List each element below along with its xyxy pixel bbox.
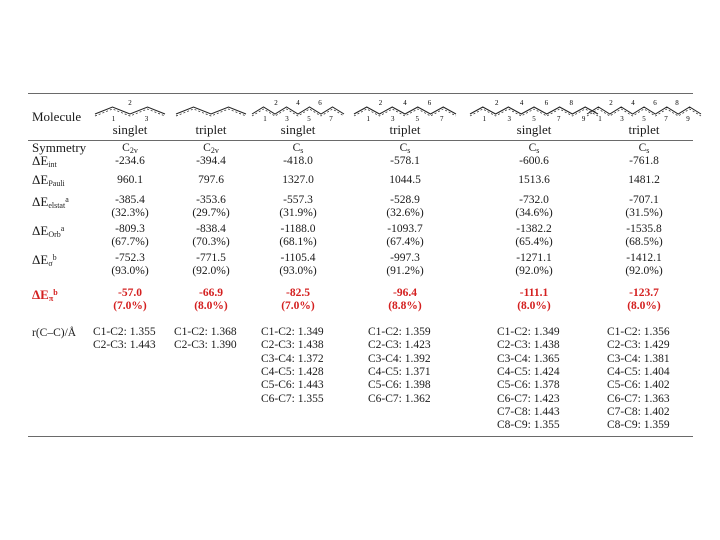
value-cell: -66.9 [199,287,223,299]
percent-cell: (68.5%) [625,236,663,248]
molecule-header-label: Molecule [32,109,82,124]
molecule-structure-4 [350,98,460,122]
value-cell: -394.4 [196,155,226,167]
state-label-4: triplet [389,122,421,137]
energy-decomposition-table [28,93,693,437]
value-cell: $C_s$ [399,142,411,155]
value-cell: 960.1 [117,174,143,186]
percent-cell: (32.6%) [386,207,424,219]
bond-length-block [497,326,587,436]
atom-number-label: 3 [620,115,624,122]
atom-number-label: 3 [507,115,511,122]
value-cell: -57.0 [118,287,142,299]
molecule-structure-1 [91,98,169,122]
percent-cell: (92.0%) [625,265,663,277]
atom-number-label: 9 [581,115,586,122]
value-cell: -1382.2 [516,223,552,235]
bond-length-item: C2-C3: 1.429 [607,339,670,352]
atom-number-label: 9 [686,115,690,122]
atom-number-label: 1 [598,115,602,122]
bond-length-item: C4-C5: 1.428 [261,365,324,378]
percent-cell: (7.0%) [281,300,315,312]
atom-number-label: 4 [296,99,300,107]
bond-length-item: C3-C4: 1.365 [497,352,560,365]
bond-length-item: C6-C7: 1.355 [261,392,324,405]
value-cell: -761.8 [629,155,659,167]
bond-length-item: C2-C3: 1.438 [261,339,324,352]
atom-number-label: 8 [569,99,573,107]
bond-length-item: C8-C9: 1.359 [607,419,670,432]
value-cell: 1481.2 [628,174,660,186]
atom-number-label: 3 [391,115,395,122]
percent-cell: (8.0%) [627,300,661,312]
value-cell: -528.9 [390,194,420,206]
value-cell: 1513.6 [518,174,550,186]
percent-cell: (92.0%) [515,265,553,277]
value-cell: -578.1 [390,155,420,167]
atom-number-label: 5 [532,115,536,122]
row-label-4: $\Delta E_{elstat}^a$ [32,194,69,210]
atom-number-label: 7 [440,115,444,122]
bond-length-item: C1-C2: 1.368 [174,326,237,338]
value-cell: -385.4 [115,194,145,206]
bond-length-item: C6-C7: 1.363 [607,392,670,405]
value-cell: 1044.5 [389,174,421,186]
atom-number-label: 1 [482,115,487,122]
row-label-7: $\Delta E_\pi^b$ [32,287,58,303]
molecule-structure-6 [583,98,705,122]
value-cell: -707.1 [629,194,659,206]
percent-cell: (8.8%) [388,300,422,312]
percent-cell: (31.9%) [279,207,317,219]
bond-length-item: C2-C3: 1.443 [93,339,156,352]
molecule-structure-2 [172,98,250,122]
molecule-structure-3 [248,98,348,122]
value-cell: -353.6 [196,194,226,206]
atom-number-label: 7 [557,115,561,122]
atom-number-label: 2 [609,99,613,107]
value-cell: -1188.0 [280,223,316,235]
row-label-6: $\Delta E_\sigma^b$ [32,252,57,268]
state-label-1: singlet [112,122,148,137]
value-cell: -418.0 [283,155,313,167]
value-cell: -111.1 [519,287,549,299]
bond-length-item: C6-C7: 1.362 [368,392,431,405]
bond-length-item: C3-C4: 1.372 [261,352,324,365]
atom-number-label: 7 [329,115,333,122]
value-cell: -600.6 [519,155,549,167]
atom-number-label: 3 [285,115,289,122]
bond-length-item: C4-C5: 1.404 [607,365,670,378]
bond-length-item: C1-C2: 1.356 [607,326,670,338]
value-cell: $C_{2v}$ [203,142,219,155]
bond-length-item: C5-C6: 1.398 [368,379,431,392]
value-cell: $C_s$ [292,142,304,155]
percent-cell: (8.0%) [194,300,228,312]
atom-number-label: 1 [263,115,267,122]
bond-length-item: C2-C3: 1.390 [174,339,237,352]
table-top-rule [28,93,693,94]
percent-cell: (93.0%) [279,265,317,277]
bond-length-item: C4-C5: 1.371 [368,365,431,378]
value-cell: -1535.8 [626,223,662,235]
percent-cell: (92.0%) [192,265,230,277]
value-cell: -838.4 [196,223,226,235]
row-label-3: $\Delta E_{Pauli}$ [32,172,65,188]
value-cell: -809.3 [115,223,145,235]
value-cell: -557.3 [283,194,313,206]
bond-length-item: C7-C8: 1.402 [607,405,670,418]
atom-number-label: 8 [675,99,679,107]
value-cell: -997.3 [390,252,420,264]
value-cell: -752.3 [115,252,145,264]
header-bottom-rule [28,140,693,141]
value-cell: $C_s$ [638,142,650,155]
bond-length-item: C5-C6: 1.443 [261,379,324,392]
bond-length-item: C2-C3: 1.423 [368,339,431,352]
bond-length-item: C1-C2: 1.359 [368,326,431,338]
bond-length-item: C1-C2: 1.349 [497,326,560,338]
row-label-1: Symmetry [32,140,87,155]
percent-cell: (67.4%) [386,236,424,248]
row-label-5: $\Delta E_{Orb}^a$ [32,223,65,239]
percent-cell: (31.5%) [625,207,663,219]
bond-length-item: C3-C4: 1.381 [607,352,670,365]
bond-length-block [368,326,458,436]
value-cell: -1093.7 [387,223,423,235]
state-label-6: triplet [628,122,660,137]
value-cell: -234.6 [115,155,145,167]
bond-length-block [261,326,351,436]
atom-number-label: 2 [128,99,132,107]
atom-number-label: 2 [495,99,499,107]
bond-length-item: C5-C6: 1.402 [607,379,670,392]
value-cell: -82.5 [286,287,310,299]
value-cell: -732.0 [519,194,549,206]
atom-number-label: 3 [144,115,149,122]
state-label-3: singlet [280,122,316,137]
percent-cell: (32.3%) [111,207,149,219]
bond-length-block [607,326,697,436]
percent-cell: (8.0%) [517,300,551,312]
atom-number-label: 6 [544,99,549,107]
state-label-2: triplet [195,122,227,137]
table-bottom-rule [28,436,693,437]
atom-number-label: 2 [378,99,383,107]
percent-cell: (7.0%) [113,300,147,312]
percent-cell: (34.6%) [515,207,553,219]
bond-length-item: C6-C7: 1.423 [497,392,560,405]
value-cell: 1327.0 [282,174,314,186]
percent-cell: (91.2%) [386,265,424,277]
state-label-5: singlet [516,122,552,137]
value-cell: 797.6 [198,174,224,186]
bond-length-item: C1-C2: 1.355 [93,326,156,338]
percent-cell: (29.7%) [192,207,230,219]
value-cell: -771.5 [196,252,226,264]
atom-number-label: 4 [403,99,407,107]
atom-number-label: 1 [366,115,370,122]
bond-length-label: r(C–C)/Å [32,327,77,339]
atom-number-label: 5 [415,115,419,122]
bond-length-item: C3-C4: 1.392 [368,352,431,365]
value-cell: -1412.1 [626,252,662,264]
bond-length-item: C7-C8: 1.443 [497,405,560,418]
value-cell: -123.7 [629,287,659,299]
bond-length-item: C8-C9: 1.355 [497,419,560,432]
value-cell: -1105.4 [280,252,316,264]
bond-length-item: C4-C5: 1.424 [497,365,560,378]
value-cell: -1271.1 [516,252,552,264]
molecule-structure-5 [466,98,602,122]
percent-cell: (68.1%) [279,236,317,248]
atom-number-label: 5 [307,115,311,122]
percent-cell: (67.7%) [111,236,149,248]
atom-number-label: 6 [427,99,432,107]
value-cell: -96.4 [393,287,417,299]
atom-number-label: 7 [664,115,668,122]
percent-cell: (93.0%) [111,265,149,277]
atom-number-label: 6 [318,99,322,107]
atom-number-label: 1 [111,115,116,122]
atom-number-label: 2 [274,99,278,107]
atom-number-label: 6 [653,99,657,107]
percent-cell: (65.4%) [515,236,553,248]
bond-length-item: C2-C3: 1.438 [497,339,560,352]
atom-number-label: 4 [519,99,524,107]
value-cell: $C_{2v}$ [122,142,138,155]
value-cell: $C_s$ [528,142,540,155]
bond-length-block [174,326,264,436]
row-label-2: $\Delta E_{int}$ [32,153,57,169]
bond-length-item: C1-C2: 1.349 [261,326,324,338]
atom-number-label: 5 [642,115,646,122]
atom-number-label: 4 [631,99,635,107]
bond-length-block [93,326,183,436]
percent-cell: (70.3%) [192,236,230,248]
bond-length-item: C5-C6: 1.378 [497,379,560,392]
